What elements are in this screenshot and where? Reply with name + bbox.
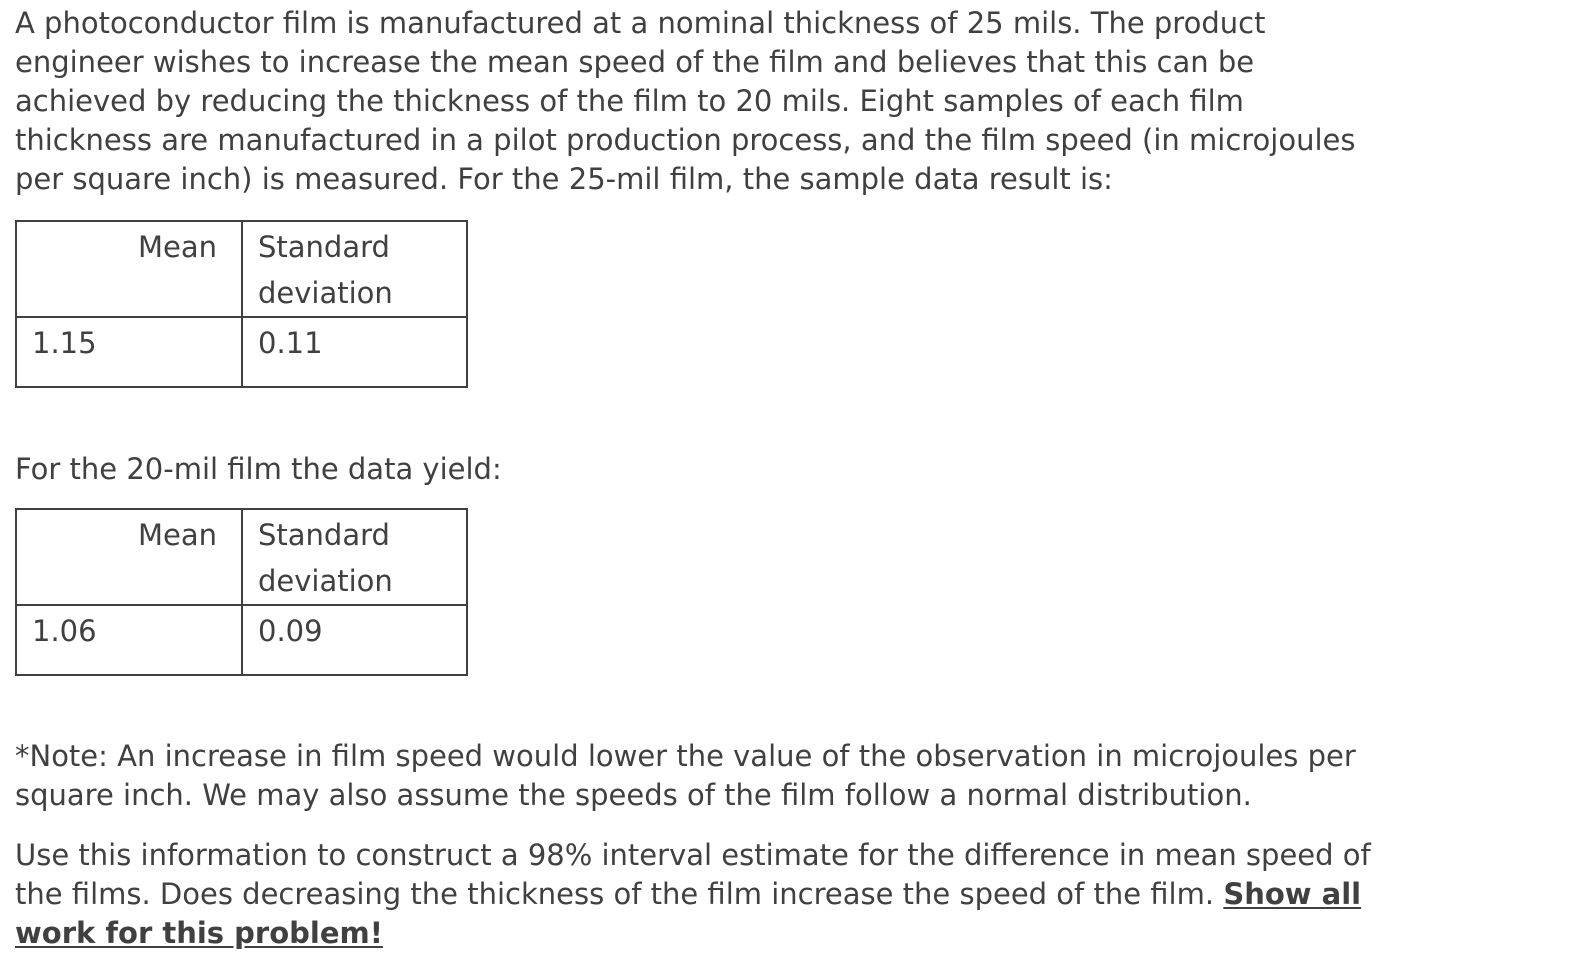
note-line: *Note: An increase in film speed would lower the value of the observation in microjoules per bbox=[15, 739, 1356, 773]
table-row bbox=[16, 605, 467, 675]
note-paragraph bbox=[15, 737, 1535, 815]
intro-line: engineer wishes to increase the mean speed of the film and believes that this can be bbox=[15, 45, 1255, 79]
note-line: square inch. We may also assume the speeds of the film follow a normal distribution. bbox=[15, 778, 1252, 812]
value-mean: 1.06 bbox=[16, 605, 242, 675]
table-header-row bbox=[16, 509, 467, 605]
task-line bbox=[15, 914, 1535, 953]
header-std-dev: Standard deviation bbox=[242, 221, 467, 317]
table-20-caption: For the 20-mil film the data yield: bbox=[15, 452, 502, 486]
intro-line: thickness are manufactured in a pilot production process, and the film speed (in microjoules bbox=[15, 123, 1356, 157]
intro-line: achieved by reducing the thickness of the film to 20 mils. Eight samples of each film bbox=[15, 84, 1244, 118]
value-std-dev: 0.11 bbox=[242, 317, 467, 387]
intro-line: A photoconductor film is manufactured at a nominal thickness of 25 mils. The product bbox=[15, 6, 1266, 40]
show-work-emphasis: Show all bbox=[1223, 877, 1362, 911]
table-row bbox=[16, 317, 467, 387]
task-line: Use this information to construct a 98% interval estimate for the difference in mean speed of bbox=[15, 838, 1371, 872]
header-mean: Mean bbox=[16, 221, 242, 317]
table-25-mil bbox=[15, 220, 468, 388]
header-mean: Mean bbox=[16, 509, 242, 605]
header-std-dev: Standard deviation bbox=[242, 509, 467, 605]
table-20-mil bbox=[15, 508, 468, 676]
task-paragraph bbox=[15, 836, 1535, 953]
task-text: the films. Does decreasing the thickness of the film increase the speed of the film. bbox=[15, 877, 1224, 911]
value-std-dev: 0.09 bbox=[242, 605, 467, 675]
show-work-emphasis: work for this problem! bbox=[15, 916, 383, 950]
table-header-row bbox=[16, 221, 467, 317]
intro-paragraph bbox=[15, 4, 1515, 199]
task-line bbox=[15, 875, 1535, 914]
value-mean: 1.15 bbox=[16, 317, 242, 387]
intro-line: per square inch) is measured. For the 25-mil film, the sample data result is: bbox=[15, 162, 1113, 196]
